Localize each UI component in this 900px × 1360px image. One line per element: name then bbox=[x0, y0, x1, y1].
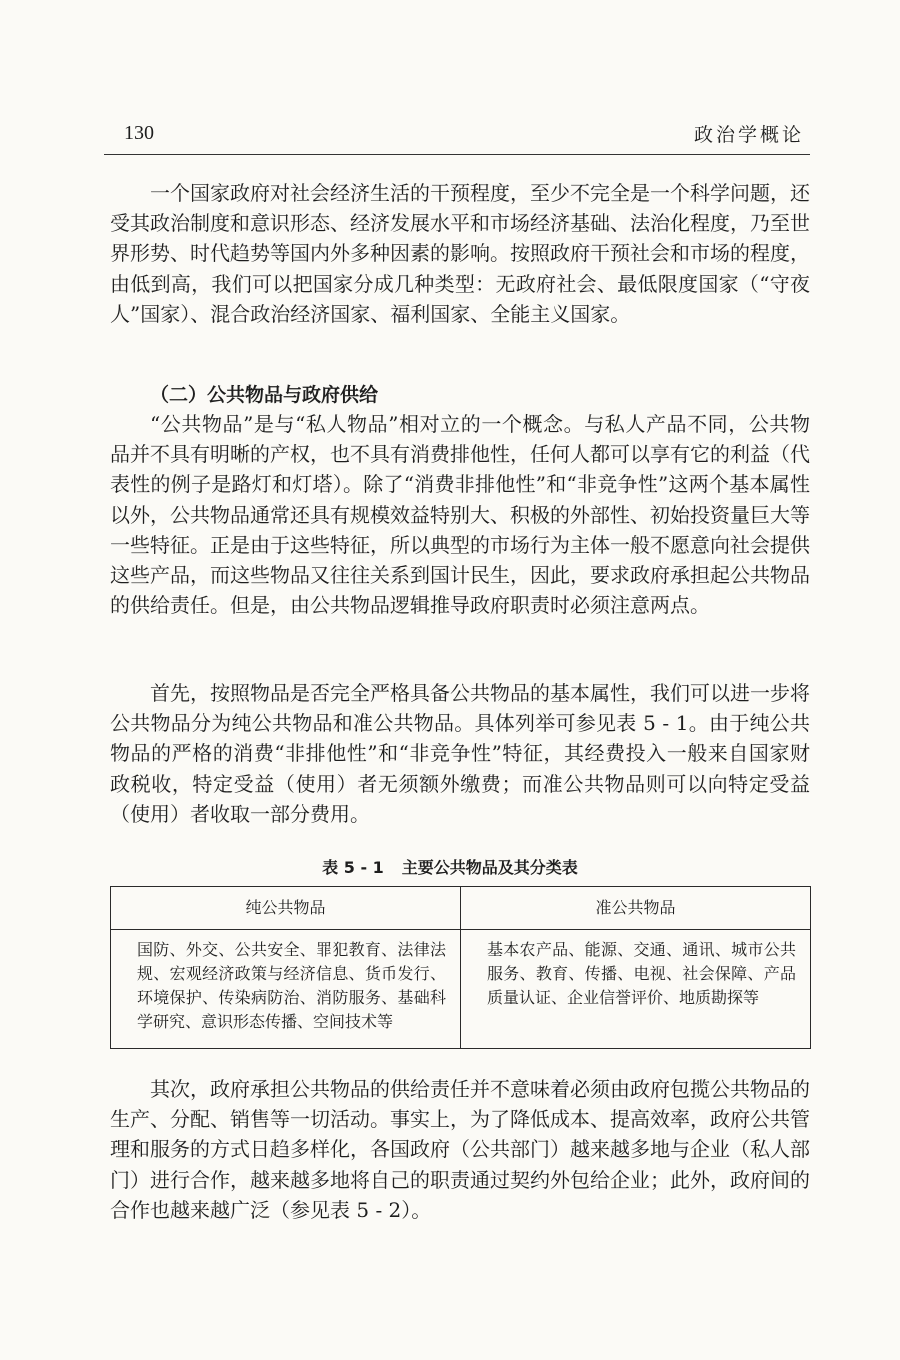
paragraph-public-goods-definition: “公共物品”是与“私人物品”相对立的一个概念。与私人产品不同，公共物品并不具有明晰的产权，也不具有消费排他性，任何人都可以享有它的利益（代表性的例子是路灯和灯塔）。除了“消费非排他性”和“非竞争性”这两个基本属性以外，公共物品通常还具有规模效益特别大、积极的外部性、初始投资量巨大等一些特征。正是由于这些特征，所以典型的市场行为主体一般不愿意向社会提供这些产品，而这些物品又往往关系到国计民生，因此，要求政府承担起公共物品的供给责任。但是，由公共物品逻辑推导政府职责时必须注意两点。 bbox=[110, 412, 810, 618]
table-row bbox=[111, 930, 811, 1049]
paragraph-second-point: 其次，政府承担公共物品的供给责任并不意味着必须由政府包揽公共物品的生产、分配、销售等一切活动。事实上，为了降低成本、提高效率，政府公共管理和服务的方式日趋多样化，各国政府（公共部门）越来越多地与企业（私人部门）进行合作，越来越多地将自己的职责通过契约外包给企业；此外，政府间的合作也越来越广泛（参见表 5 - 2）。 bbox=[110, 1077, 810, 1222]
page-number: 130 bbox=[124, 122, 154, 144]
public-goods-table bbox=[110, 886, 811, 1049]
paragraph-first-point: 首先，按照物品是否完全严格具备公共物品的基本属性，我们可以进一步将公共物品分为纯公共物品和准公共物品。具体列举可参见表 5 - 1。由于纯公共物品的严格的消费“非排他性”和“非竞争性”特征，其经费投入一般来自国家财政税收，特定受益（使用）者无须额外缴费；而准公共物品则可以向特定受益（使用）者收取一部分费用。 bbox=[110, 681, 810, 826]
table-cell: 基本农产品、能源、交通、通讯、城市公共服务、教育、传播、电视、社会保障、产品质量认证、企业信誉评价、地质勘探等 bbox=[461, 930, 811, 1049]
table-cell: 国防、外交、公共安全、罪犯教育、法律法规、宏观经济政策与经济信息、货币发行、环境保护、传染病防治、消防服务、基础科学研究、意识形态传播、空间技术等 bbox=[111, 930, 461, 1049]
page-header bbox=[104, 118, 810, 155]
table-header-cell: 纯公共物品 bbox=[111, 887, 461, 930]
table-number: 表 5 - 1 bbox=[322, 858, 384, 877]
table-caption bbox=[0, 855, 900, 878]
table-header-row bbox=[111, 887, 811, 930]
table-header-cell: 准公共物品 bbox=[461, 887, 811, 930]
table-title: 主要公共物品及其分类表 bbox=[401, 858, 578, 877]
paragraph-state-intervention: 一个国家政府对社会经济生活的干预程度，至少不完全是一个科学问题，还受其政治制度和意识形态、经济发展水平和市场经济基础、法治化程度，乃至世界形势、时代趋势等国内外多种因素的影响。按照政府干预社会和市场的程度，由低到高，我们可以把国家分成几种类型：无政府社会、最低限度国家（“守夜人”国家）、混合政治经济国家、福利国家、全能主义国家。 bbox=[110, 181, 810, 326]
running-title: 政治学概论 bbox=[693, 124, 804, 146]
section-heading: （二）公共物品与政府供给 bbox=[150, 384, 379, 406]
